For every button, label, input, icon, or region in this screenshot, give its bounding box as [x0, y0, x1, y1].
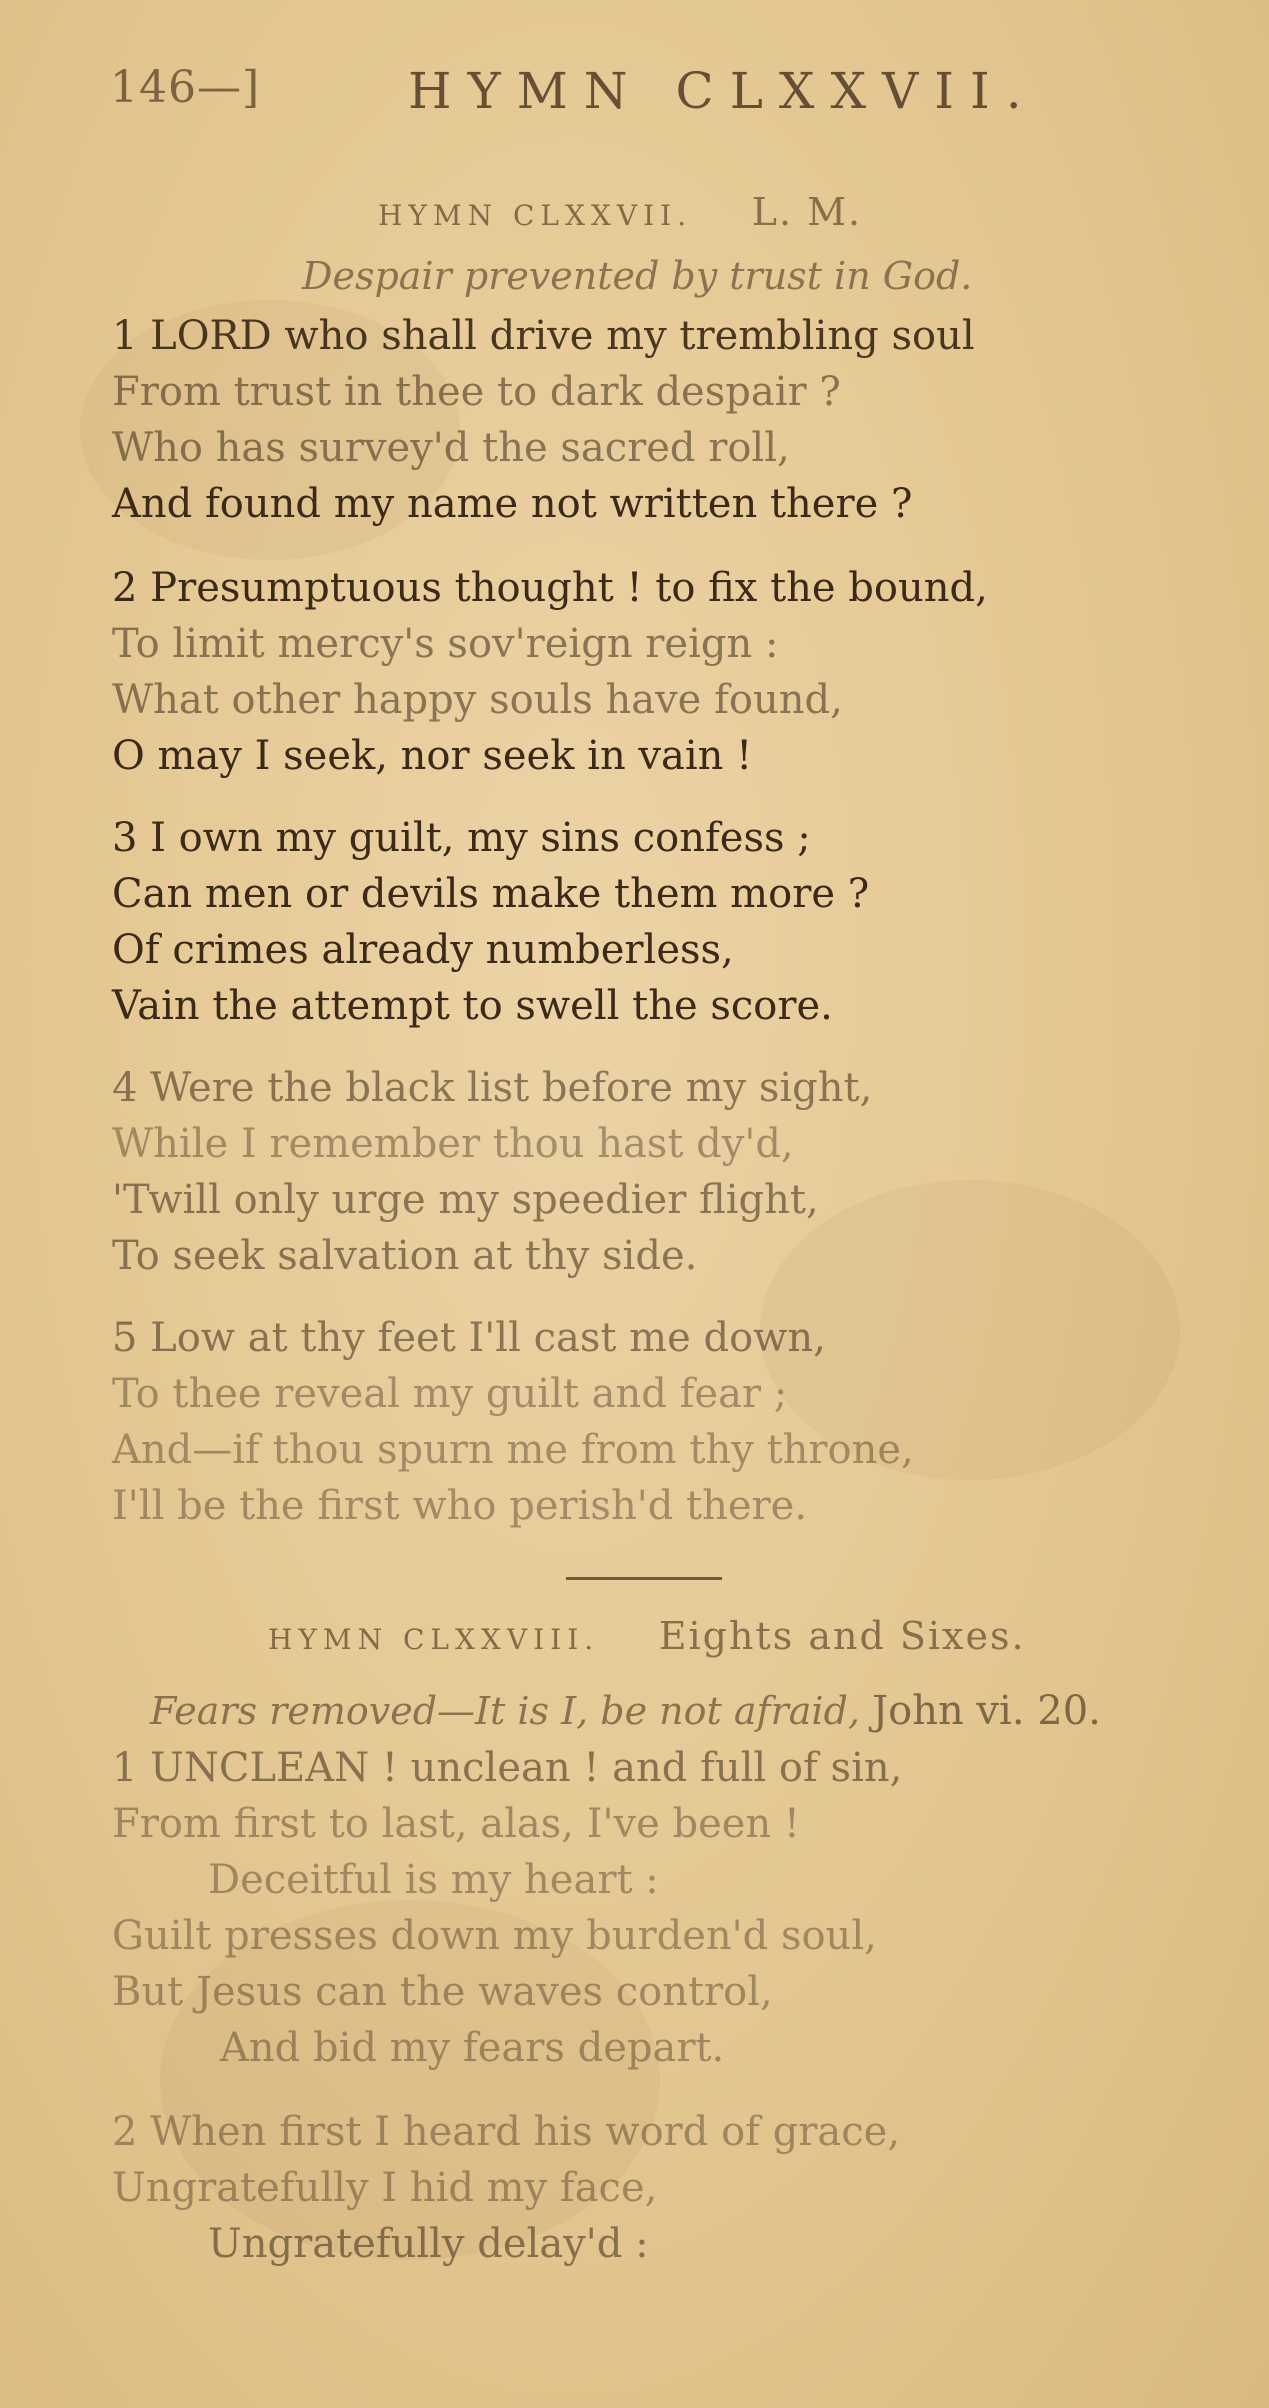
hymn-177-number: HYMN CLXXVII.	[378, 199, 693, 232]
hymn-178-number: HYMN CLXXVIII.	[268, 1623, 600, 1656]
verse-line: 2 Presumptuous thought ! to fix the bound,	[112, 565, 988, 611]
verse-line: 4 Were the black list before my sight,	[112, 1065, 873, 1111]
verse-line: Vain the attempt to swell the score.	[112, 983, 833, 1029]
verse-line: 1 UNCLEAN ! unclean ! and full of sin,	[112, 1745, 903, 1791]
verse-line: Of crimes already numberless,	[112, 927, 734, 973]
verse-line: What other happy souls have found,	[112, 677, 843, 723]
hymn-178-subtitle	[150, 1688, 1101, 1734]
verse-line: 1 LORD who shall drive my trembling soul	[112, 313, 975, 359]
verse-line: 2 When first I heard his word of grace,	[112, 2109, 901, 2155]
verse-line: Guilt presses down my burden'd soul,	[112, 1913, 877, 1959]
hymn-177-stanza-3	[112, 810, 1162, 1034]
hymn-177-meter: L. M.	[751, 190, 863, 234]
verse-line: To seek salvation at thy side.	[112, 1233, 698, 1279]
hymn-178-subtitle-text: Fears removed—It is I, be not afraid,	[150, 1689, 860, 1733]
verse-line: Deceitful is my heart :	[208, 1857, 659, 1903]
running-head	[110, 62, 1110, 122]
hymn-178-meter: Eights and Sixes.	[658, 1614, 1026, 1658]
verse-line: Ungratefully I hid my face,	[112, 2165, 658, 2211]
verse-line: O may I seek, nor seek in vain !	[112, 733, 753, 779]
hymn-178-heading	[268, 1614, 1026, 1658]
verse-line: 'Twill only urge my speedier flight,	[112, 1177, 819, 1223]
verse-line: And—if thou spurn me from thy throne,	[112, 1427, 914, 1473]
hymn-177-subtitle: Despair prevented by trust in God.	[302, 254, 973, 298]
verse-line: 5 Low at thy feet I'll cast me down,	[112, 1315, 826, 1361]
verse-line: Can men or devils make them more ?	[112, 871, 870, 917]
verse-line: To limit mercy's sov'reign reign :	[112, 621, 779, 667]
verse-line: 3 I own my guilt, my sins confess ;	[112, 815, 811, 861]
hymn-177-stanza-1	[112, 308, 1162, 532]
hymn-178-stanza-1	[112, 1740, 1162, 2076]
hymn-178-stanza-2	[112, 2104, 1162, 2272]
verse-line: Ungratefully delay'd :	[208, 2221, 649, 2267]
hymn-177-stanza-4	[112, 1060, 1162, 1284]
running-head-title: HYMN CLXXVII.	[408, 62, 1038, 120]
hymn-177-stanza-2	[112, 560, 1162, 784]
hymn-177-stanza-5	[112, 1310, 1162, 1534]
verse-line: And bid my fears depart.	[220, 2025, 725, 2071]
page-number: 146—]	[110, 62, 261, 113]
verse-line: To thee reveal my guilt and fear ;	[112, 1371, 788, 1417]
verse-line: And found my name not written there ?	[112, 481, 913, 527]
verse-line: Who has survey'd the sacred roll,	[112, 425, 790, 471]
verse-line: I'll be the first who perish'd there.	[112, 1483, 808, 1529]
verse-line: From first to last, alas, I've been !	[112, 1801, 800, 1847]
section-divider	[566, 1577, 722, 1580]
hymn-177-heading	[378, 190, 862, 234]
verse-line: While I remember thou hast dy'd,	[112, 1121, 794, 1167]
scripture-reference: John vi. 20.	[872, 1688, 1101, 1734]
verse-line: From trust in thee to dark despair ?	[112, 369, 841, 415]
verse-line: But Jesus can the waves control,	[112, 1969, 773, 2015]
